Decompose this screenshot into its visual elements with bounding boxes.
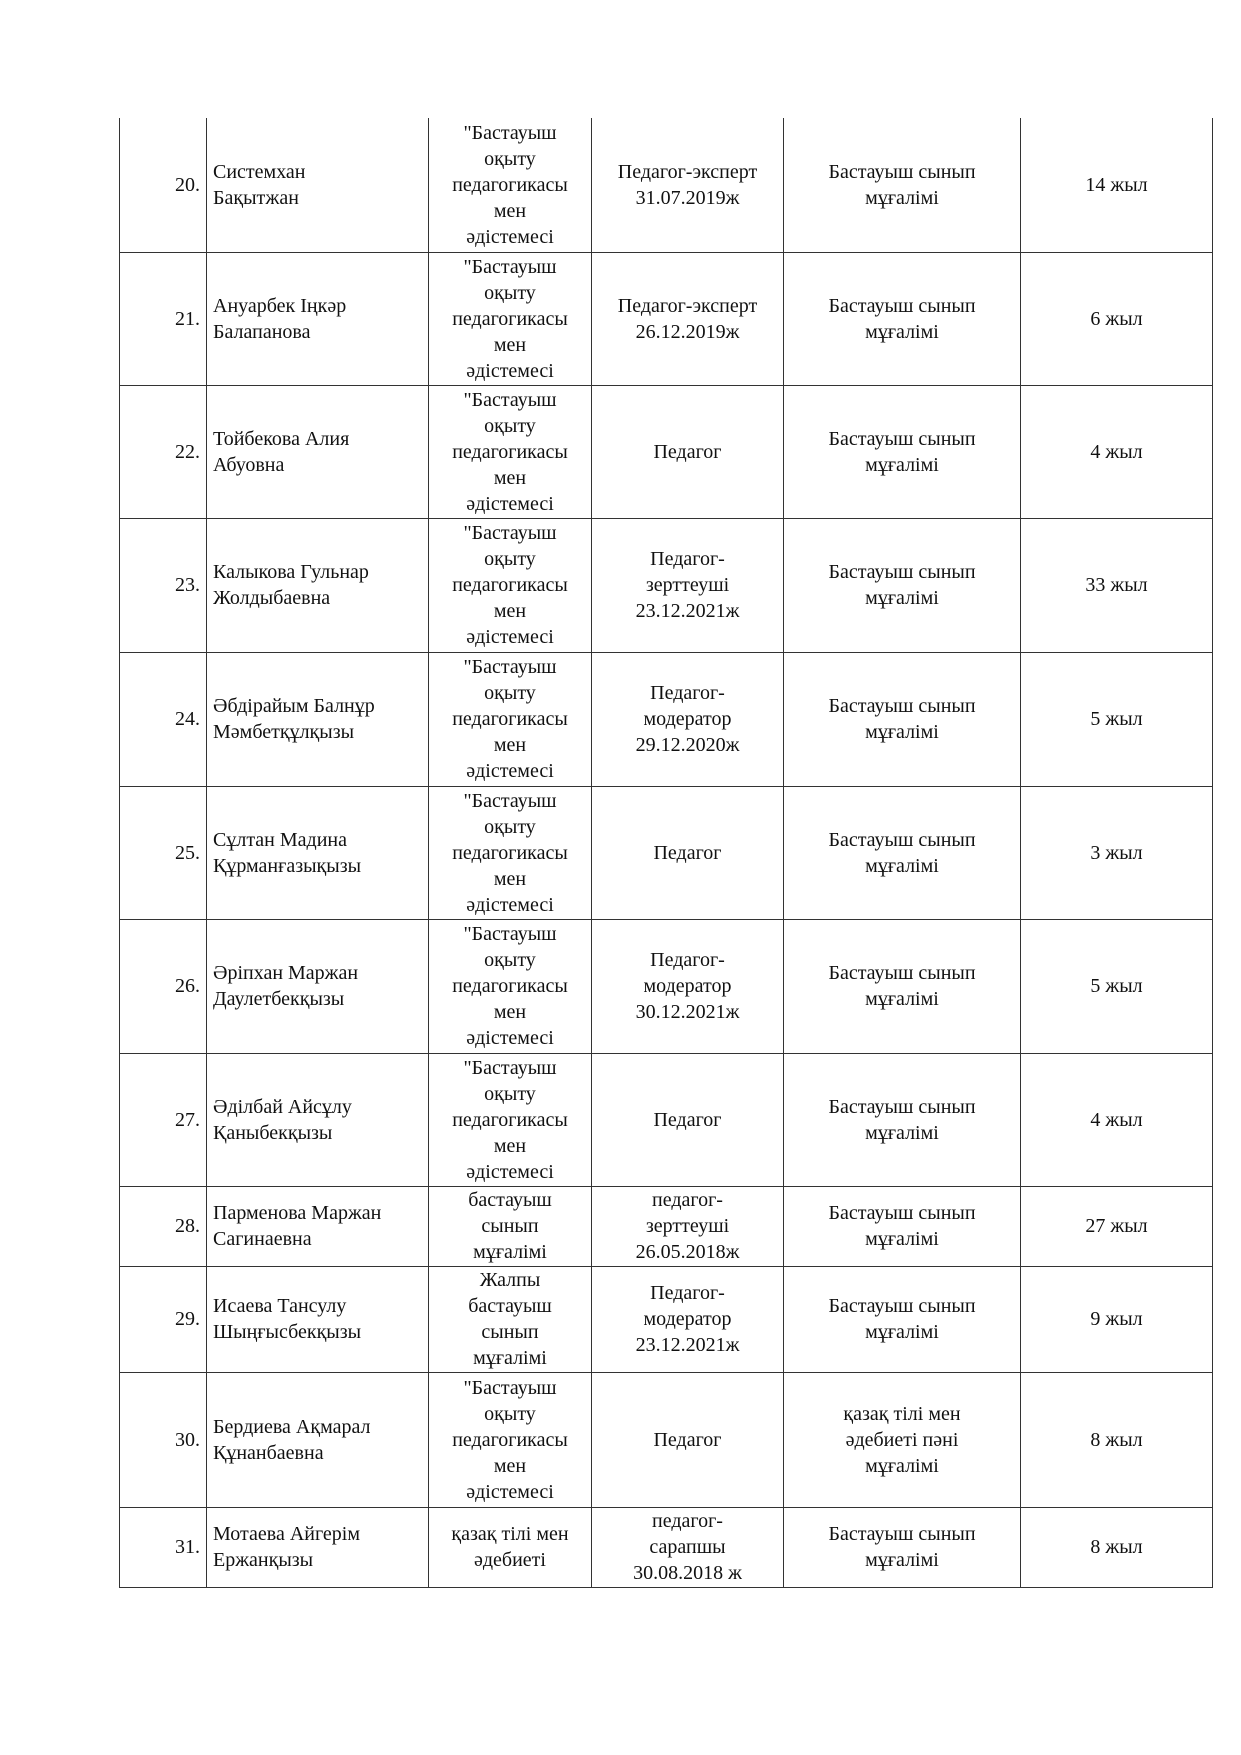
position-line: мұғалімі bbox=[865, 721, 939, 743]
table-row bbox=[120, 1507, 1213, 1587]
teacher-name-line: Системхан bbox=[213, 160, 306, 183]
experience-cell: 4 жыл bbox=[1021, 1053, 1213, 1186]
row-number-cell: 21. bbox=[120, 252, 207, 385]
specialty-cell bbox=[429, 118, 592, 252]
experience-cell: 5 жыл bbox=[1021, 652, 1213, 786]
specialty-cell bbox=[429, 1186, 592, 1266]
qualification-category-cell bbox=[592, 1266, 784, 1372]
teacher-name-cell bbox=[207, 1266, 429, 1372]
qualification-category-cell bbox=[592, 252, 784, 385]
qualification-category-line: модератор bbox=[643, 708, 732, 730]
staff-table bbox=[119, 118, 1213, 1588]
qualification-category-cell bbox=[592, 919, 784, 1053]
qualification-category-line: Педагог-эксперт bbox=[617, 160, 758, 183]
specialty-line: "Бастауыш bbox=[463, 121, 557, 144]
experience-cell: 8 жыл bbox=[1021, 1372, 1213, 1507]
position-line: Бастауыш сынып bbox=[828, 1295, 976, 1317]
position-cell bbox=[784, 1186, 1021, 1266]
qualification-category-cell bbox=[592, 652, 784, 786]
position-line: мұғалімі bbox=[865, 587, 939, 609]
position-line: мұғалімі bbox=[865, 1121, 939, 1144]
qualification-category-cell bbox=[592, 786, 784, 919]
specialty-line: қазақ тілі мен bbox=[451, 1523, 569, 1545]
row-number-cell: 24. bbox=[120, 652, 207, 786]
position-cell bbox=[784, 786, 1021, 919]
teacher-name-cell bbox=[207, 919, 429, 1053]
specialty-line: әдістемесі bbox=[466, 359, 554, 382]
position-line: мұғалімі bbox=[865, 1228, 939, 1250]
experience-cell: 27 жыл bbox=[1021, 1186, 1213, 1266]
teacher-name-line: Қаныбекқызы bbox=[213, 1121, 333, 1144]
position-cell bbox=[784, 518, 1021, 652]
specialty-line: әдістемесі bbox=[466, 1480, 554, 1503]
specialty-line: "Бастауыш bbox=[463, 1056, 557, 1079]
qualification-category-line: сарапшы bbox=[649, 1536, 726, 1558]
specialty-line: педагогикасы bbox=[452, 708, 568, 730]
specialty-cell bbox=[429, 1372, 592, 1507]
specialty-line: "Бастауыш bbox=[463, 522, 557, 544]
table-row bbox=[120, 652, 1213, 786]
specialty-line: "Бастауыш bbox=[463, 923, 557, 945]
qualification-category-line: 30.12.2021ж bbox=[635, 1001, 740, 1023]
specialty-line: мен bbox=[493, 466, 527, 489]
specialty-line: педагогикасы bbox=[452, 1108, 568, 1131]
position-line: мұғалімі bbox=[865, 453, 939, 476]
qualification-category-line: 23.12.2021ж bbox=[635, 600, 740, 622]
specialty-line: мен bbox=[493, 1134, 527, 1157]
teacher-name-cell bbox=[207, 652, 429, 786]
specialty-line: оқыту bbox=[484, 682, 536, 704]
specialty-line: әдебиеті bbox=[474, 1549, 546, 1571]
qualification-category-line: 23.12.2021ж bbox=[635, 1334, 740, 1356]
qualification-category-line: Педагог bbox=[653, 1108, 722, 1131]
qualification-category-line: 31.07.2019ж bbox=[635, 186, 740, 209]
qualification-category-line: 30.08.2018 ж bbox=[633, 1562, 742, 1584]
specialty-line: оқыту bbox=[484, 281, 536, 304]
row-number-cell: 28. bbox=[120, 1186, 207, 1266]
teacher-name-cell bbox=[207, 385, 429, 518]
teacher-name-line: Бердиева Ақмарал bbox=[213, 1415, 371, 1438]
experience-cell: 9 жыл bbox=[1021, 1266, 1213, 1372]
teacher-name-line: Әділбай Айсұлу bbox=[213, 1095, 352, 1118]
teacher-name-line: Мотаева Айгерім bbox=[213, 1523, 360, 1545]
specialty-line: мұғалімі bbox=[473, 1241, 547, 1263]
specialty-line: әдістемесі bbox=[466, 1027, 554, 1049]
qualification-category-line: Педагог- bbox=[650, 548, 725, 570]
qualification-category-line: Педагог- bbox=[650, 949, 725, 971]
specialty-cell bbox=[429, 385, 592, 518]
specialty-line: әдістемесі bbox=[466, 893, 554, 916]
specialty-line: әдістемесі bbox=[466, 626, 554, 648]
position-cell bbox=[784, 385, 1021, 518]
table-row bbox=[120, 385, 1213, 518]
qualification-category-line: зерттеуші bbox=[645, 574, 730, 596]
teacher-name-line: Құрманғазықызы bbox=[213, 854, 362, 877]
teacher-name-line: Әбдірайым Балнұр bbox=[213, 695, 375, 717]
specialty-line: мен bbox=[493, 1454, 527, 1477]
specialty-cell bbox=[429, 252, 592, 385]
experience-cell: 4 жыл bbox=[1021, 385, 1213, 518]
qualification-category-line: педагог- bbox=[652, 1189, 723, 1211]
specialty-line: әдістемесі bbox=[466, 1160, 554, 1183]
qualification-category-line: Педагог bbox=[653, 440, 722, 463]
position-line: Бастауыш сынып bbox=[828, 695, 976, 717]
experience-cell: 14 жыл bbox=[1021, 118, 1213, 252]
teacher-name-line: Балапанова bbox=[213, 320, 311, 343]
teacher-name-cell bbox=[207, 1372, 429, 1507]
position-line: Бастауыш сынып bbox=[828, 1523, 976, 1545]
row-number-cell: 30. bbox=[120, 1372, 207, 1507]
position-line: мұғалімі bbox=[865, 1321, 939, 1343]
position-line: Бастауыш сынып bbox=[828, 294, 976, 317]
position-line: мұғалімі bbox=[865, 854, 939, 877]
table-row bbox=[120, 919, 1213, 1053]
table-row bbox=[120, 1266, 1213, 1372]
specialty-line: оқыту bbox=[484, 147, 536, 170]
specialty-line: Жалпы bbox=[479, 1269, 541, 1291]
qualification-category-line: Педагог-эксперт bbox=[617, 294, 758, 317]
specialty-line: бастауыш bbox=[468, 1295, 552, 1317]
qualification-category-line: Педагог bbox=[653, 1428, 722, 1451]
position-cell bbox=[784, 252, 1021, 385]
specialty-line: педагогикасы bbox=[452, 574, 568, 596]
position-line: Бастауыш сынып bbox=[828, 427, 976, 450]
table-row bbox=[120, 786, 1213, 919]
position-line: мұғалімі bbox=[865, 988, 939, 1010]
specialty-line: сынып bbox=[481, 1321, 539, 1343]
row-number-cell: 31. bbox=[120, 1507, 207, 1587]
specialty-line: педагогикасы bbox=[452, 307, 568, 330]
specialty-line: мен bbox=[493, 333, 527, 356]
position-line: мұғалімі bbox=[865, 1454, 939, 1477]
specialty-line: мен bbox=[493, 600, 527, 622]
specialty-line: оқыту bbox=[484, 548, 536, 570]
specialty-line: оқыту bbox=[484, 1082, 536, 1105]
experience-cell: 3 жыл bbox=[1021, 786, 1213, 919]
specialty-cell bbox=[429, 1266, 592, 1372]
qualification-category-line: модератор bbox=[643, 1308, 732, 1330]
teacher-name-line: Жолдыбаевна bbox=[213, 587, 331, 609]
teacher-name-line: Ержанқызы bbox=[213, 1549, 314, 1571]
teacher-name-cell bbox=[207, 118, 429, 252]
qualification-category-cell bbox=[592, 1053, 784, 1186]
specialty-cell bbox=[429, 518, 592, 652]
row-number-cell: 26. bbox=[120, 919, 207, 1053]
specialty-cell bbox=[429, 1053, 592, 1186]
teacher-name-cell bbox=[207, 518, 429, 652]
teacher-name-line: Ануарбек Іңкәр bbox=[213, 294, 347, 317]
qualification-category-cell bbox=[592, 1372, 784, 1507]
position-line: әдебиеті пәні bbox=[845, 1428, 959, 1451]
table-row bbox=[120, 1053, 1213, 1186]
specialty-line: "Бастауыш bbox=[463, 255, 557, 278]
position-cell bbox=[784, 1507, 1021, 1587]
specialty-line: "Бастауыш bbox=[463, 1376, 557, 1399]
specialty-line: "Бастауыш bbox=[463, 656, 557, 678]
qualification-category-cell bbox=[592, 385, 784, 518]
qualification-category-line: модератор bbox=[643, 975, 732, 997]
position-line: Бастауыш сынып bbox=[828, 962, 976, 984]
teacher-name-cell bbox=[207, 1053, 429, 1186]
teacher-name-line: Сұлтан Мадина bbox=[213, 828, 348, 851]
position-cell bbox=[784, 919, 1021, 1053]
specialty-line: педагогикасы bbox=[452, 1428, 568, 1451]
qualification-category-line: 26.05.2018ж bbox=[635, 1241, 740, 1263]
specialty-line: мен bbox=[493, 867, 527, 890]
position-cell bbox=[784, 1372, 1021, 1507]
specialty-line: бастауыш bbox=[468, 1189, 552, 1211]
qualification-category-cell bbox=[592, 518, 784, 652]
qualification-category-cell bbox=[592, 1507, 784, 1587]
qualification-category-line: 29.12.2020ж bbox=[635, 734, 740, 756]
specialty-line: оқыту bbox=[484, 414, 536, 437]
table-row bbox=[120, 518, 1213, 652]
specialty-line: оқыту bbox=[484, 1402, 536, 1425]
specialty-line: мен bbox=[493, 1001, 527, 1023]
position-line: Бастауыш сынып bbox=[828, 828, 976, 851]
qualification-category-line: Педагог- bbox=[650, 1282, 725, 1304]
row-number-cell: 29. bbox=[120, 1266, 207, 1372]
teacher-name-line: Тойбекова Алия bbox=[213, 427, 350, 450]
specialty-cell bbox=[429, 652, 592, 786]
qualification-category-line: Педагог bbox=[653, 841, 722, 864]
table-row bbox=[120, 1186, 1213, 1266]
specialty-line: әдістемесі bbox=[466, 760, 554, 782]
teacher-name-line: Парменова Маржан bbox=[213, 1202, 382, 1224]
teacher-name-line: Құнанбаевна bbox=[213, 1441, 324, 1464]
position-cell bbox=[784, 1053, 1021, 1186]
teacher-name-line: Мәмбетқұлқызы bbox=[213, 721, 355, 743]
teacher-name-cell bbox=[207, 252, 429, 385]
position-line: Бастауыш сынып bbox=[828, 561, 976, 583]
teacher-name-line: Абуовна bbox=[213, 453, 285, 476]
specialty-line: әдістемесі bbox=[466, 492, 554, 515]
specialty-line: мен bbox=[493, 734, 527, 756]
position-line: мұғалімі bbox=[865, 186, 939, 209]
experience-cell: 33 жыл bbox=[1021, 518, 1213, 652]
row-number-cell: 23. bbox=[120, 518, 207, 652]
staff-table-body bbox=[120, 118, 1213, 1587]
experience-cell: 6 жыл bbox=[1021, 252, 1213, 385]
specialty-line: мұғалімі bbox=[473, 1347, 547, 1369]
position-line: қазақ тілі мен bbox=[843, 1402, 961, 1425]
row-number-cell: 20. bbox=[120, 118, 207, 252]
qualification-category-cell bbox=[592, 118, 784, 252]
specialty-cell bbox=[429, 786, 592, 919]
teacher-name-line: Сагинаевна bbox=[213, 1228, 312, 1250]
teacher-name-line: Шыңғысбекқызы bbox=[213, 1321, 362, 1343]
specialty-line: әдістемесі bbox=[466, 225, 554, 248]
specialty-line: педагогикасы bbox=[452, 440, 568, 463]
specialty-line: оқыту bbox=[484, 949, 536, 971]
specialty-line: "Бастауыш bbox=[463, 789, 557, 812]
experience-cell: 5 жыл bbox=[1021, 919, 1213, 1053]
table-row bbox=[120, 118, 1213, 252]
qualification-category-line: Педагог- bbox=[650, 682, 725, 704]
table-row bbox=[120, 1372, 1213, 1507]
row-number-cell: 25. bbox=[120, 786, 207, 919]
position-line: Бастауыш сынып bbox=[828, 1095, 976, 1118]
specialty-cell bbox=[429, 1507, 592, 1587]
qualification-category-line: 26.12.2019ж bbox=[635, 320, 740, 343]
qualification-category-line: зерттеуші bbox=[645, 1215, 730, 1237]
qualification-category-cell bbox=[592, 1186, 784, 1266]
teacher-name-cell bbox=[207, 786, 429, 919]
teacher-name-line: Исаева Тансулу bbox=[213, 1295, 347, 1317]
position-cell bbox=[784, 652, 1021, 786]
teacher-name-line: Бақытжан bbox=[213, 186, 299, 209]
specialty-line: "Бастауыш bbox=[463, 388, 557, 411]
teacher-name-line: Калыкова Гульнар bbox=[213, 561, 369, 583]
experience-cell: 8 жыл bbox=[1021, 1507, 1213, 1587]
specialty-line: педагогикасы bbox=[452, 975, 568, 997]
position-cell bbox=[784, 1266, 1021, 1372]
position-line: Бастауыш сынып bbox=[828, 160, 976, 183]
table-row bbox=[120, 252, 1213, 385]
specialty-line: педагогикасы bbox=[452, 173, 568, 196]
specialty-line: оқыту bbox=[484, 815, 536, 838]
teacher-name-cell bbox=[207, 1507, 429, 1587]
specialty-line: мен bbox=[493, 199, 527, 222]
specialty-line: педагогикасы bbox=[452, 841, 568, 864]
position-line: Бастауыш сынып bbox=[828, 1202, 976, 1224]
teacher-name-line: Әріпхан Маржан bbox=[213, 962, 359, 984]
position-line: мұғалімі bbox=[865, 320, 939, 343]
specialty-cell bbox=[429, 919, 592, 1053]
specialty-line: сынып bbox=[481, 1215, 539, 1237]
teacher-name-line: Даулетбекқызы bbox=[213, 988, 345, 1010]
position-cell bbox=[784, 118, 1021, 252]
row-number-cell: 27. bbox=[120, 1053, 207, 1186]
teacher-name-cell bbox=[207, 1186, 429, 1266]
row-number-cell: 22. bbox=[120, 385, 207, 518]
qualification-category-line: педагог- bbox=[652, 1510, 723, 1532]
position-line: мұғалімі bbox=[865, 1549, 939, 1571]
